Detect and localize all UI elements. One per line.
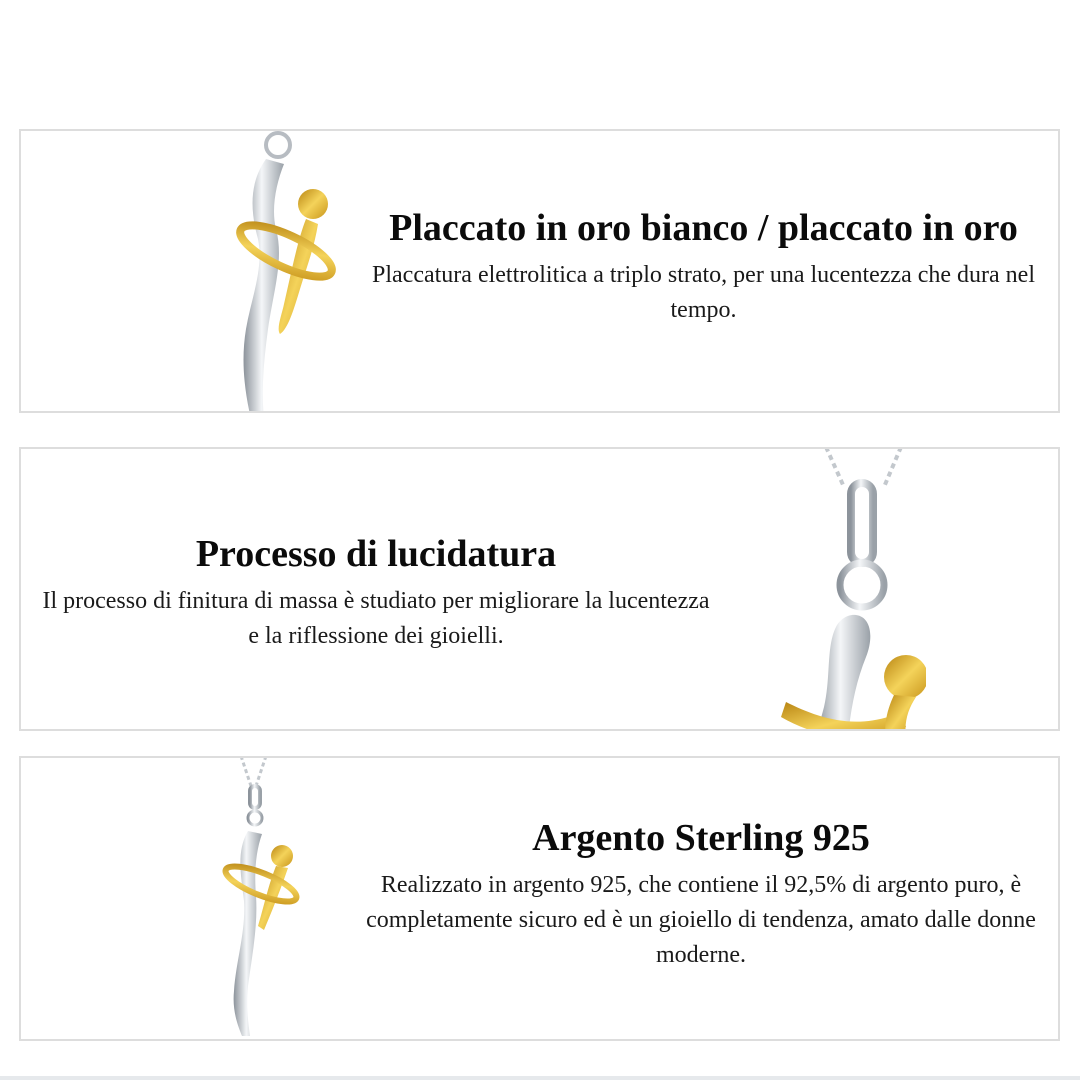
pendant-hug-icon [206, 129, 346, 413]
bottom-divider [0, 1076, 1080, 1080]
feature-title: Argento Sterling 925 [532, 817, 870, 859]
feature-panel-sterling [19, 756, 1060, 1041]
feature-copy [366, 816, 1036, 973]
feature-description: Realizzato in argento 925, che contiene il 92,5% di argento puro, è completamente sicuro ed è un gioiello di tendenza, amato dalle donne moderne. [366, 871, 1036, 968]
feature-description: Il processo di finitura di massa è studiato per migliorare la lucentezza e la riflessione dei gioielli. [42, 587, 710, 649]
feature-description: Placcatura elettrolitica a triplo strato, per una lucentezza che dura nel tempo. [372, 261, 1035, 323]
feature-panel-plating [19, 129, 1060, 413]
feature-title: Processo di lucidatura [195, 533, 557, 575]
necklace-pendant-icon [196, 756, 316, 1041]
pendant-closeup-icon [756, 447, 926, 731]
feature-copy [366, 206, 1041, 328]
feature-title: Placcato in oro bianco / placcato in oro [389, 207, 1018, 249]
feature-panel-polishing [19, 447, 1060, 731]
feature-copy [41, 532, 711, 654]
